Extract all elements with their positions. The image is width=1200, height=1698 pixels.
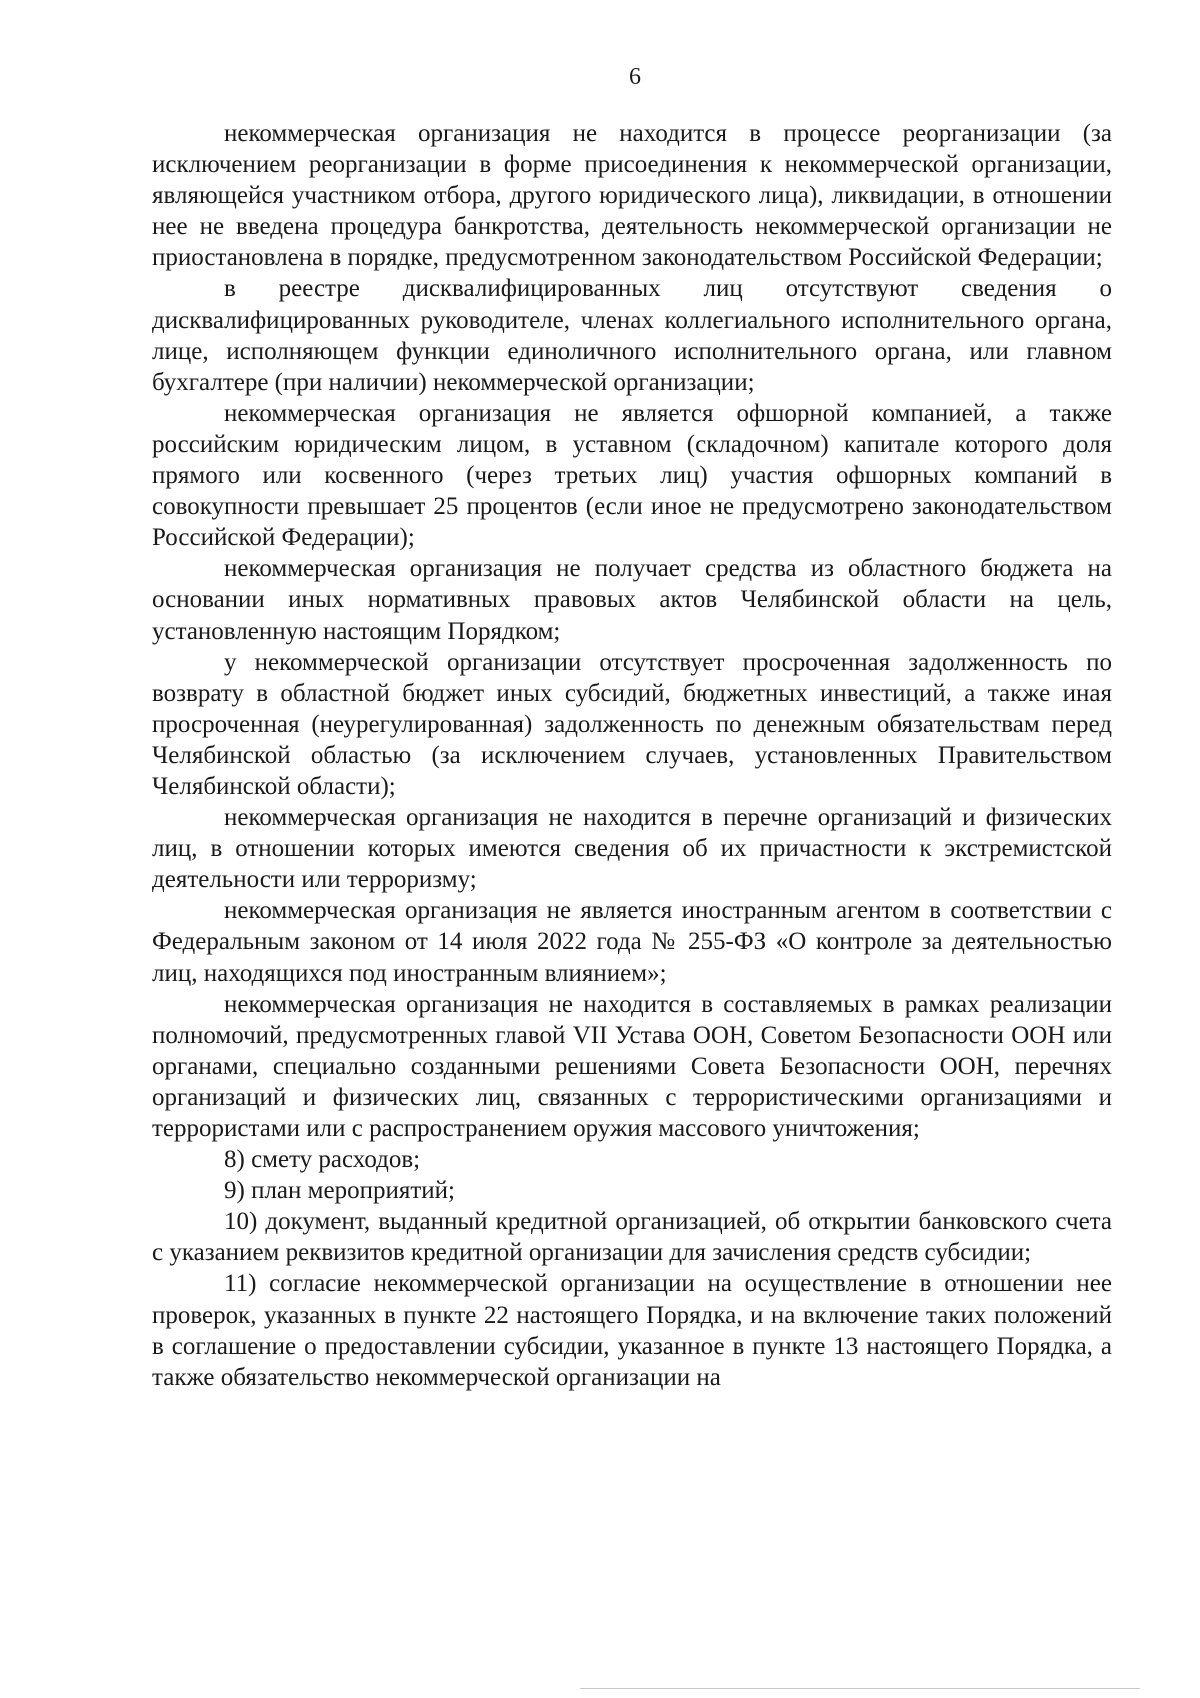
paragraph-disqualified-persons-registry: в реестре дисквалифицированных лиц отсутствуют сведения о дисквалифицированных руководителе, членах коллегиального исполнительного органа, лице, исполняющем функции единоличного исполнительного органа, или главном бухгалтере (при наличии) некоммерческой организации; <box>152 275 1112 396</box>
paragraph-not-in-un-lists: некоммерческая организация не находится в составляемых в рамках реализации полномочий, предусмотренных главой VII Устава ООН, Советом Безопасности ООН или органами, специально созданными решениями Совета Безопасности ООН, перечнях организаций и физических лиц, связанных с террористическими организациями и террористами или с распространением оружия массового уничтожения; <box>152 990 1112 1142</box>
bottom-scan-edge-line <box>580 1688 1140 1689</box>
page-number: 6 <box>629 64 641 90</box>
paragraph-not-in-reorganization: некоммерческая организация не находится в процессе реорганизации (за исключением реорганизации в форме присоединения к некоммерческой организации, являющейся участником отбора, другого юридического лица), ликвидации, в отношении нее не введена процедура банкротства, деятельность некоммерческой организации не приостановлена в порядке, предусмотренном законодательством Российской Федерации; <box>152 120 1112 272</box>
paragraph-not-offshore-company: некоммерческая организация не является офшорной компанией, а также российским юридическим лицом, в уставном (складочном) капитале которого доля прямого или косвенного (через третьих лиц) участия офшорных компаний в совокупности превышает 25 процентов (если иное не предусмотрено законодательством Российской Федерации); <box>152 399 1112 552</box>
paragraph-not-in-extremism-list: некоммерческая организация не находится в перечне организаций и физических лиц, в отношении которых имеются сведения об их причастности к экстремистской деятельности или терроризму; <box>152 804 1112 894</box>
list-item-8-budget-estimate: 8) смету расходов; <box>224 1146 421 1174</box>
paragraph-no-other-regional-funds: некоммерческая организация не получает средства из областного бюджета на основании иных нормативных правовых актов Челябинской области на цель, установленную настоящим Порядком; <box>152 555 1112 645</box>
paragraph-no-overdue-debt: у некоммерческой организации отсутствует просроченная задолженность по возврату в областной бюджет иных субсидий, бюджетных инвестиций, а также иная просроченная (неурегулированная) задолженность по денежным обязательствам перед Челябинской областью (за исключением случаев, установленных Правительством Челябинской области); <box>152 648 1112 800</box>
paragraph-not-foreign-agent: некоммерческая организация не является иностранным агентом в соответствии с Федеральным законом от 14 июля 2022 года № 255-ФЗ «О контроле за деятельностью лиц, находящихся под иностранным влиянием»; <box>152 897 1112 987</box>
document-body <box>152 118 1112 1393</box>
list-item-9-event-plan: 9) план мероприятий; <box>224 1177 455 1205</box>
list-item-11-consent-to-inspections: 11) согласие некоммерческой организации на осуществление в отношении нее проверок, указанных в пункте 22 настоящего Порядка, и на включение таких положений в соглашение о предоставлении субсидии, указанное в пункте 13 настоящего Порядка, а также обязательство некоммерческой организации на <box>152 1270 1112 1391</box>
list-item-10-bank-account-document: 10) документ, выданный кредитной организацией, об открытии банковского счета с указанием реквизитов кредитной организации для зачисления средств субсидии; <box>152 1208 1112 1267</box>
